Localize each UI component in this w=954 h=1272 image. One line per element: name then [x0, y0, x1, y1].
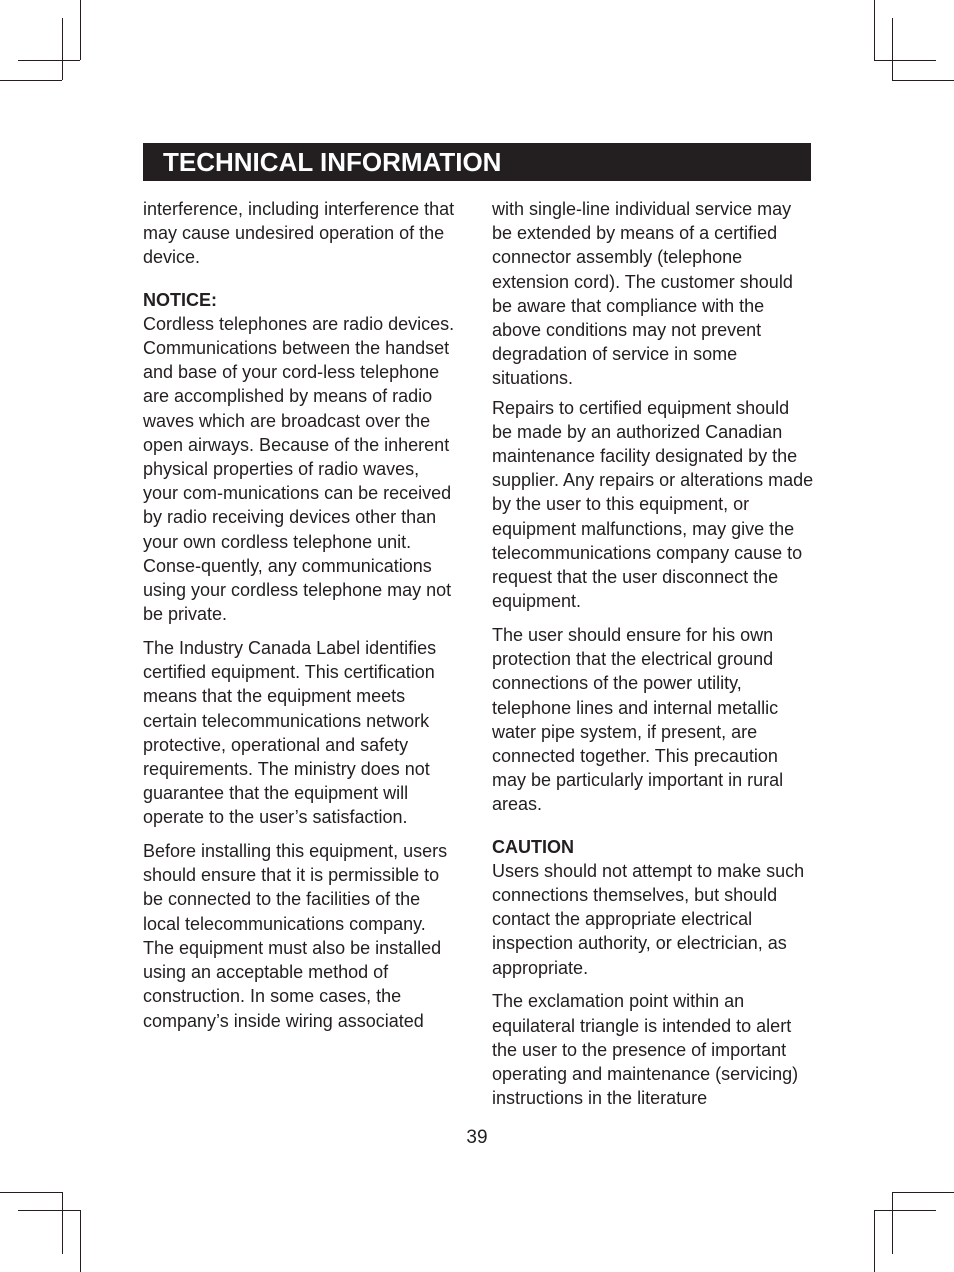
- crop-mark-tl-h2: [0, 80, 62, 81]
- paragraph-repairs: Repairs to certified equipment should be made by an authorized Canadian maintenance facility designated by the supplier. Any repairs or alterations made by the user to this equipment, or equipment malfunctions, may give the telecommunications company cause to request that the user disconnect the equipment.: [492, 397, 814, 612]
- crop-mark-bl-v: [62, 1192, 63, 1254]
- right-column: [492, 197, 814, 1120]
- crop-mark-br-h2: [892, 1192, 954, 1193]
- left-column: [143, 197, 455, 1042]
- crop-mark-bl-h: [18, 1210, 80, 1211]
- paragraph-notice: Cordless telephones are radio devices. Communications between the handset and base of your cord-less telephone are accomplished by means of radio waves which are broadcast over the open airways. Because of the inherent physical properties of radio waves, your com-munications can be received by radio receiving devices other than your own cordless telephone unit. Conse-quently, any communications using your cordless telephone may not be private.: [143, 313, 455, 625]
- crop-mark-tr-h2: [892, 80, 954, 81]
- crop-mark-tl-v2: [80, 0, 81, 60]
- crop-mark-bl-h2: [0, 1192, 62, 1193]
- crop-mark-tl-h: [18, 60, 80, 61]
- crop-mark-bl-v2: [80, 1210, 81, 1272]
- section-title: TECHNICAL INFORMATION: [163, 147, 502, 177]
- paragraph-industry-canada: The Industry Canada Label identifies certified equipment. This certification means that the equipment meets certain telecommunications network protective, operational and safety requirements. The ministry does not guarantee that the equipment will operate to the user’s satisfaction.: [143, 637, 437, 828]
- paragraph-exclamation: The exclamation point within an equilateral triangle is intended to alert the user to the presence of important operating and maintenance (servicing) instructions in the literature: [492, 991, 799, 1109]
- crop-mark-br-v2: [874, 1210, 875, 1272]
- crop-mark-br-v: [892, 1192, 893, 1254]
- crop-mark-tl-v: [62, 18, 63, 80]
- paragraph-interference: interference, including interference that may cause undesired operation of the device.: [143, 199, 455, 268]
- section-title-bar: [143, 143, 811, 181]
- crop-mark-tr-v: [892, 18, 893, 80]
- page-number: 39: [466, 1127, 488, 1148]
- caution-heading: CAUTION: [492, 836, 574, 857]
- paragraph-caution: Users should not attempt to make such connections themselves, but should contact the appropriate electrical inspection authority, or electrician, as appropriate.: [492, 860, 805, 978]
- paragraph-single-line: with single-line individual service may be extended by means of a certified connector assembly (telephone extension cord). The customer should be aware that compliance with the above conditions may not prevent degradation of service in some situations.: [492, 199, 793, 389]
- paragraph-before-installing: Before installing this equipment, users should ensure that it is permissible to be connected to the facilities of the local telecommunications company. The equipment must also be installed using an acceptable method of construction. In some cases, the company’s inside wiring associated: [143, 841, 448, 1031]
- notice-heading: NOTICE:: [143, 289, 217, 310]
- crop-mark-br-h: [874, 1210, 936, 1211]
- crop-mark-tr-v2: [874, 0, 875, 60]
- paragraph-grounding: The user should ensure for his own protection that the electrical ground connections of the power utility, telephone lines and internal metallic water pipe system, if present, are connected together. This precaution may be particularly important in rural areas.: [492, 624, 784, 815]
- crop-mark-tr-h: [874, 60, 936, 61]
